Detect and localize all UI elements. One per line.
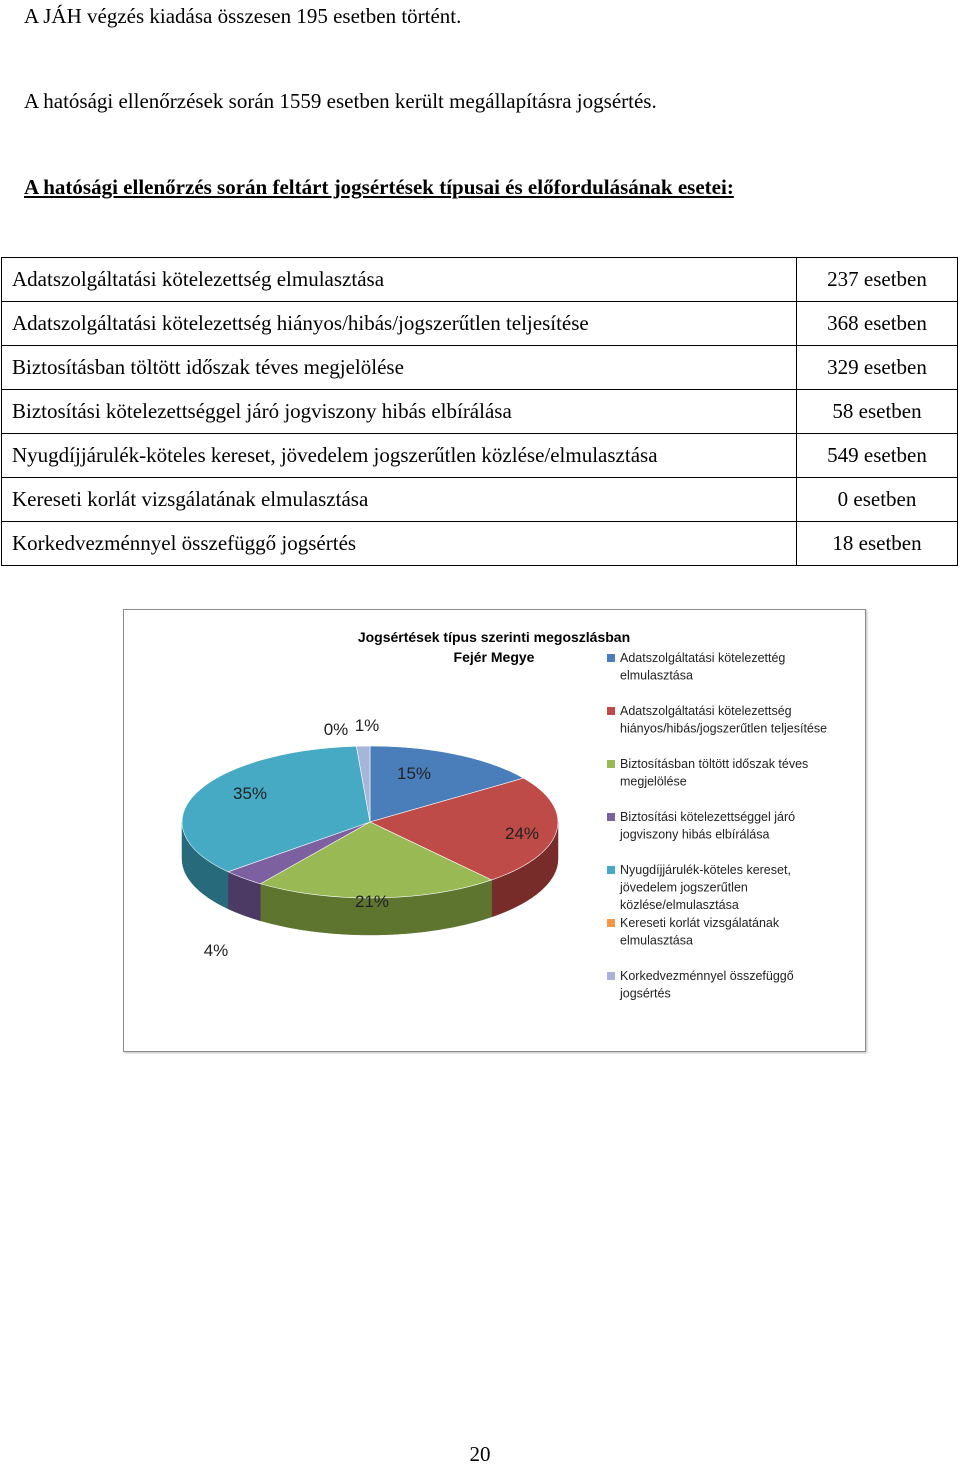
table-row xyxy=(2,434,958,478)
violation-count-cell: 58 esetben xyxy=(797,390,958,434)
violation-count-cell: 329 esetben xyxy=(797,346,958,390)
pie-data-label: 4% xyxy=(203,941,229,960)
violation-count-cell: 18 esetben xyxy=(797,522,958,566)
chart-legend xyxy=(607,651,827,1001)
table-row xyxy=(2,346,958,390)
legend-entry: Nyugdíjjárulék-köteles kereset, jövedelem jogszerűtlen közlése/elmulasztása xyxy=(620,863,791,912)
violation-count-cell: 0 esetben xyxy=(797,478,958,522)
table-row xyxy=(2,522,958,566)
violation-type-cell: Biztosítási kötelezettséggel járó jogviszony hibás elbírálása xyxy=(2,390,797,434)
violation-type-cell: Adatszolgáltatási kötelezettség elmulasztása xyxy=(2,258,797,302)
legend-entry: Biztosításban töltött időszak téves megjelölése xyxy=(620,757,809,789)
legend-entry: Korkedvezménnyel összefüggő jogsértés xyxy=(620,969,794,1001)
pie-top xyxy=(182,746,558,898)
pie-data-label: 24% xyxy=(504,824,540,843)
inspection-summary-paragraph: A hatósági ellenőrzések során 1559 esetben került megállapításra jogsértés. xyxy=(24,89,657,113)
pie-chart xyxy=(123,609,866,1052)
pie-data-label: 1% xyxy=(354,716,380,735)
legend-entry: Adatszolgáltatási kötelezettség hiányos/hibás/jogszerűtlen teljesítése xyxy=(620,704,828,736)
legend-swatch xyxy=(607,654,615,662)
pie-data-label: 35% xyxy=(232,784,268,803)
pie-data-label: 0% xyxy=(323,720,349,739)
legend-swatch xyxy=(607,972,615,980)
table-row xyxy=(2,258,958,302)
violation-count-cell: 549 esetben xyxy=(797,434,958,478)
pie-data-label: 15% xyxy=(396,764,432,783)
jah-summary-paragraph: A JÁH végzés kiadása összesen 195 esetben történt. xyxy=(24,4,462,28)
chart-title: Jogsértések típus szerinti megoszlásban xyxy=(357,629,631,645)
legend-entry: Kereseti korlát vizsgálatának elmulasztása xyxy=(620,916,780,948)
page-number: 20 xyxy=(469,1442,491,1466)
pie-data-label: 21% xyxy=(354,892,390,911)
violation-type-cell: Nyugdíjjárulék-köteles kereset, jövedelem jogszerűtlen közlése/elmulasztása xyxy=(2,434,797,478)
violation-type-cell: Biztosításban töltött időszak téves megjelölése xyxy=(2,346,797,390)
legend-swatch xyxy=(607,707,615,715)
violation-type-cell: Kereseti korlát vizsgálatának elmulasztása xyxy=(2,478,797,522)
chart-subtitle: Fejér Megye xyxy=(453,649,535,665)
legend-swatch xyxy=(607,813,615,821)
table-row xyxy=(2,478,958,522)
violation-count-cell: 237 esetben xyxy=(797,258,958,302)
violation-table xyxy=(1,257,958,566)
violation-type-cell: Korkedvezménnyel összefüggő jogsértés xyxy=(2,522,797,566)
violation-count-cell: 368 esetben xyxy=(797,302,958,346)
legend-entry: Biztosítási kötelezettséggel járó jogviszony hibás elbírálása xyxy=(620,810,796,842)
legend-entry: Adatszolgáltatási kötelezettég elmulasztása xyxy=(620,651,786,683)
violation-types-heading: A hatósági ellenőrzés során feltárt jogsértések típusai és előfordulásának esetei: xyxy=(24,175,734,199)
table-row xyxy=(2,390,958,434)
violation-type-cell: Adatszolgáltatási kötelezettség hiányos/hibás/jogszerűtlen teljesítése xyxy=(2,302,797,346)
legend-swatch xyxy=(607,866,615,874)
table-row xyxy=(2,302,958,346)
pie-chart-canvas xyxy=(124,610,865,1051)
legend-swatch xyxy=(607,919,615,927)
legend-swatch xyxy=(607,760,615,768)
